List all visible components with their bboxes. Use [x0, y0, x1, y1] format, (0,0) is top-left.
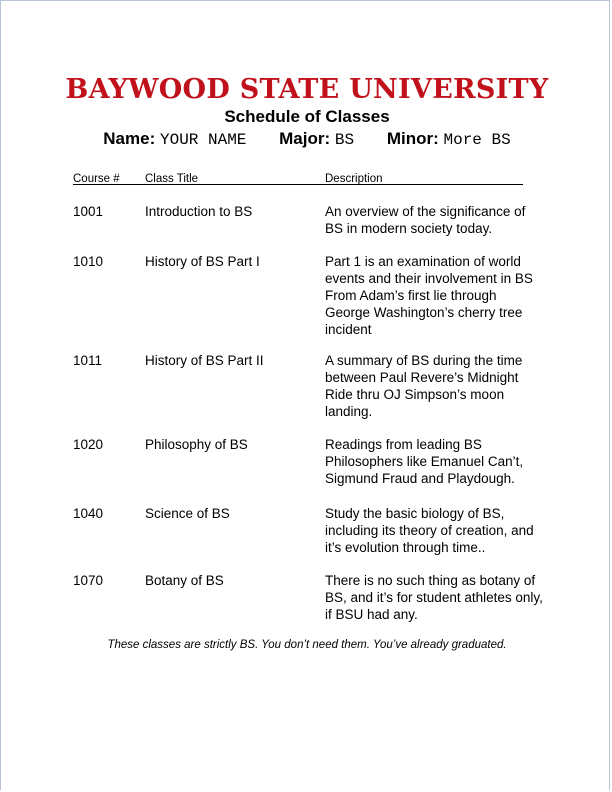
major-label: Major:	[279, 129, 331, 148]
major-value: BS	[334, 131, 355, 149]
course-description: A summary of BS during the time between Paul Revere’s Midnight Ride thru OJ Simpson’s moon landing.	[325, 353, 523, 419]
course-title: Philosophy of BS	[145, 437, 248, 452]
column-header-description: Description	[325, 173, 383, 185]
column-header-course: Course #	[73, 173, 120, 185]
course-number: 1011	[73, 353, 103, 368]
minor-label: Minor:	[386, 129, 439, 148]
course-number: 1070	[73, 573, 104, 588]
course-title: Science of BS	[145, 506, 230, 521]
course-number: 1010	[73, 254, 104, 269]
course-description: There is no such thing as botany of BS, and it’s for student athletes only, if BSU had any.	[325, 573, 543, 622]
course-title: Introduction to BS	[145, 204, 253, 219]
university-title: BAYWOOD STATE UNIVERSITY	[65, 74, 549, 105]
schedule-title: Schedule of Classes	[224, 107, 390, 126]
course-number: 1040	[73, 506, 104, 521]
name-label: Name:	[103, 129, 156, 148]
course-description: Study the basic biology of BS, including its theory of creation, and it’s evolution through time..	[325, 506, 534, 555]
course-title: History of BS Part I	[145, 254, 260, 269]
course-title: History of BS Part II	[145, 353, 264, 368]
course-description: An overview of the significance of BS in modern society today.	[325, 204, 526, 236]
course-number: 1020	[73, 437, 104, 452]
student-info-line	[1, 127, 612, 152]
course-description: Readings from leading BS Philosophers like Emanuel Can’t, Sigmund Fraud and Playdough.	[325, 437, 524, 486]
minor-value: More BS	[443, 131, 511, 149]
footnote: These classes are strictly BS. You don’t need them. You’ve already graduated.	[107, 639, 507, 651]
name-value: YOUR NAME	[159, 131, 247, 149]
course-number: 1001	[73, 204, 104, 219]
header-rule	[73, 184, 523, 185]
column-header-title: Class Title	[145, 173, 199, 185]
course-title: Botany of BS	[145, 573, 224, 588]
course-description: Part 1 is an examination of world events and their involvement in BS From Adam’s first lie through George Washington’s cherry tree incident	[325, 254, 533, 337]
